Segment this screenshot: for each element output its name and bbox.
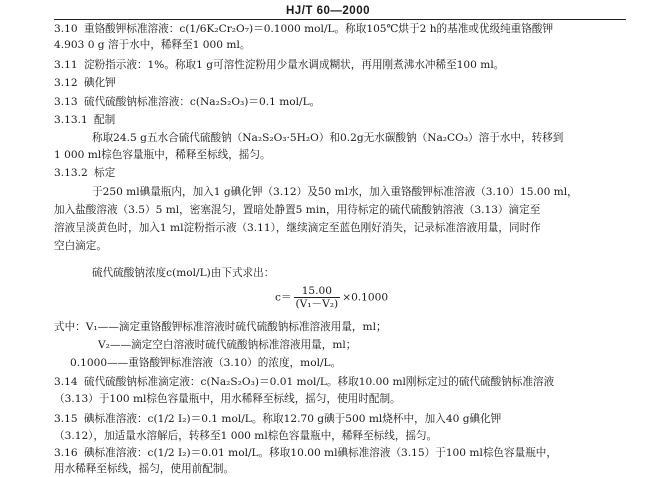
clause-number: 3.13.1 [54, 114, 88, 126]
clause-text: （3.13）于100 ml棕色容量瓶中，用水稀释至标线，摇匀，使用时配制。 [54, 393, 401, 405]
clause-text: 称取24.5 g五水合硫代硫酸钠（Na₂S₂O₃·5H₂O）和0.2g无水碳酸钠（Na₂CO₃）溶于水中，转移到 [92, 132, 564, 144]
clause-text: 空白滴定。 [54, 240, 107, 252]
text-line [54, 392, 401, 406]
text-line [70, 356, 341, 370]
clause-text: 4.903 0 g 溶于水中，稀释至1 000 ml。 [54, 39, 251, 51]
clause-3-11 [54, 58, 504, 72]
clause-3-13 [54, 95, 320, 109]
clause-3-13-2 [54, 166, 115, 180]
concentration-formula [275, 285, 388, 310]
formula-denominator: (V₁－V₂) [295, 298, 339, 310]
formula-fraction [294, 285, 341, 310]
clause-text: 碘标准溶液：c(1/2 I₂)＝0.1 mol/L。称取12.70 g碘于500 ml烧杯中，加入40 g碘化钾 [84, 413, 502, 425]
text-line [54, 320, 387, 334]
clause-text: 淀粉指示液：1%。称取1 g可溶性淀粉用少量水调成糊状，再用刚煮沸水冲稀至100 ml。 [84, 59, 505, 71]
clause-text: 碘标准溶液：c(1/2 I₂)＝0.01 mol/L。移取10.00 ml碘标准溶液（3.15）于100 ml棕色容量瓶中， [84, 447, 557, 459]
clause-text: 加入盐酸溶液（3.5）5 ml，密塞混匀，置暗处静置5 min，用待标定的硫代硫酸钠溶液（3.13）滴定至 [54, 204, 541, 216]
clause-number: 3.11 [54, 59, 78, 71]
clause-3-15 [54, 412, 501, 426]
clause-number: 3.10 [54, 23, 78, 35]
clause-text: 于250 ml碘量瓶内，加入1 g碘化钾（3.12）及50 ml水，加入重铬酸钾标准溶液（3.10）15.00 ml， [92, 186, 578, 198]
clause-text: （3.12），加适量水溶解后，转移至1 000 ml棕色容量瓶中，稀释至标线，摇匀。 [54, 430, 438, 442]
formula-numerator: 15.00 [294, 285, 341, 298]
clause-text: 配制 [94, 114, 116, 126]
clause-text: V₂——滴定空白溶液时硫代硫酸钠标准溶液用量，ml； [98, 339, 357, 351]
clause-number: 3.15 [54, 413, 78, 425]
clause-number: 3.16 [54, 447, 78, 459]
clause-text: 标定 [94, 167, 116, 179]
clause-text: 硫代硫酸钠标准溶液：c(Na₂S₂O₃)＝0.1 mol/L。 [84, 96, 321, 108]
clause-number: 3.12 [54, 77, 78, 89]
header-rule [54, 19, 626, 20]
text-line [54, 462, 234, 476]
text-line [54, 239, 107, 253]
clause-3-12 [54, 76, 116, 90]
page-header: HJ/T 60—2000 [286, 5, 370, 17]
text-line [54, 38, 250, 52]
clause-number: 3.13 [54, 96, 78, 108]
clause-3-13-1 [54, 113, 115, 127]
clause-number: 3.13.2 [54, 167, 88, 179]
text-line [92, 266, 274, 280]
formula-lhs: c＝ [275, 291, 292, 304]
text-line [54, 429, 437, 443]
text-line [92, 131, 563, 145]
clause-text: 0.1000——重铬酸钾标准溶液（3.10）的浓度，mol/L。 [70, 357, 342, 369]
clause-text: 硫代硫酸钠浓度c(mol/L)由下式求出： [92, 267, 275, 279]
clause-3-16 [54, 446, 557, 460]
clause-number: 3.14 [54, 376, 78, 388]
clause-text: 溶液呈淡黄色时，加入1 ml淀粉指示液（3.11），继续滴定至蓝色刚好消失，记录标准溶液用量，同时作 [54, 222, 541, 234]
text-line [54, 148, 271, 162]
text-line [54, 221, 541, 235]
text-line [92, 185, 578, 199]
clause-text: 式中：V₁——滴定重铬酸钾标准溶液时硫代硫酸钠标准溶液用量，ml； [54, 321, 387, 333]
clause-3-14 [54, 375, 554, 389]
clause-text: 重铬酸钾标准溶液：c(1/6K₂Cr₂O₇)＝0.1000 mol/L。称取105℃烘于2 h的基准或优级纯重铬酸钾 [84, 23, 554, 35]
clause-text: 碘化钾 [84, 77, 116, 89]
text-line [98, 338, 356, 352]
clause-text: 用水稀释至标线，摇匀，使用前配制。 [54, 463, 235, 475]
formula-rhs: ×0.1000 [342, 291, 389, 304]
clause-text: 硫代硫酸钠标准滴定液：c(Na₂S₂O₃)＝0.01 mol/L。移取10.00 ml刚标定过的硫代硫酸钠标准溶液 [84, 376, 555, 388]
clause-text: 1 000 ml棕色容量瓶中，稀释至标线，摇匀。 [54, 149, 271, 161]
clause-3-10 [54, 22, 553, 36]
text-line [54, 203, 540, 217]
